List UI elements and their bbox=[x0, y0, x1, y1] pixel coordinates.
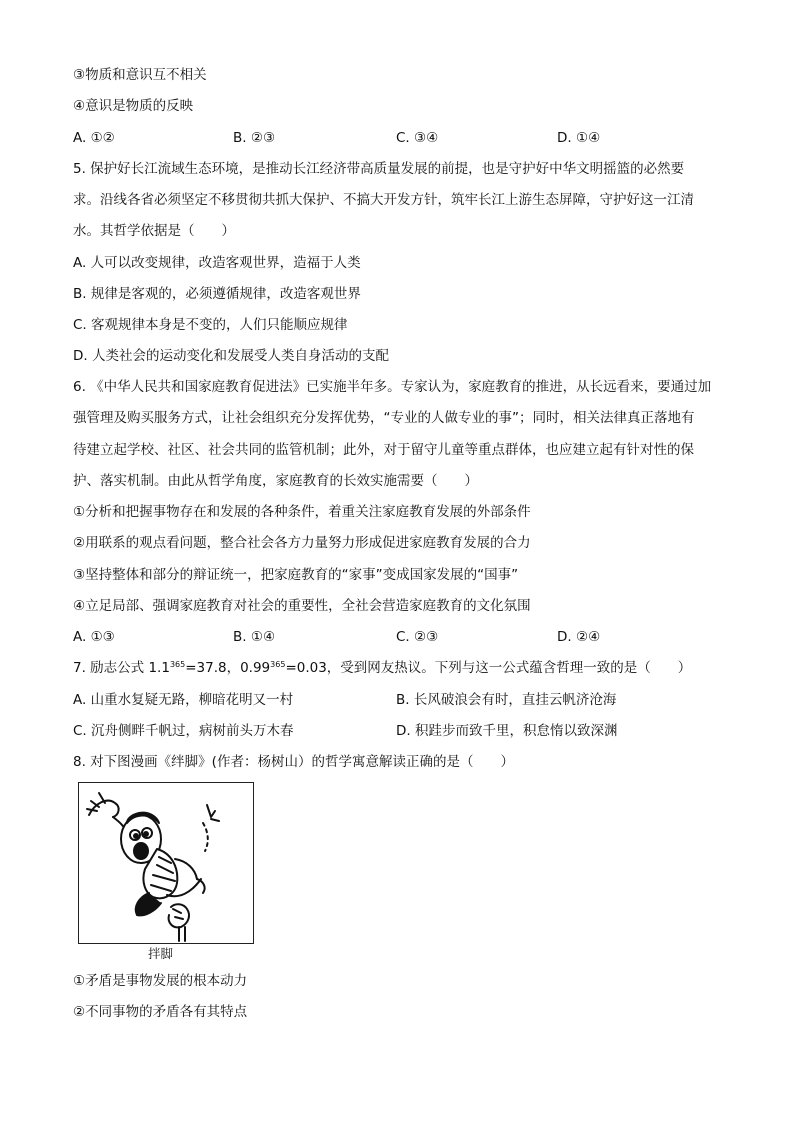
q8-statement-1: ①矛盾是事物发展的根本动力 bbox=[73, 973, 248, 989]
q5-option-b: B. 规律是客观的，必须遵循规律，改造客观世界 bbox=[73, 286, 361, 302]
q7-stem-mid: =37.8，0.99 bbox=[185, 660, 271, 676]
q7-option-b: B. 长风破浪会有时，直挂云帆济沧海 bbox=[396, 692, 617, 708]
q6-statement-1: ①分析和把握事物存在和发展的各种条件，着重关注家庭教育发展的外部条件 bbox=[73, 504, 531, 520]
q4-statement-4: ④意识是物质的反映 bbox=[73, 98, 194, 114]
q5-stem-line-1: 5. 保护好长江流域生态环境，是推动长江经济带高质量发展的前提，也是守护好中华文明摇篮的必然要 bbox=[73, 161, 685, 177]
q5-option-d: D. 人类社会的运动变化和发展受人类自身活动的支配 bbox=[73, 348, 389, 364]
q4-option-b: B. ②③ bbox=[233, 130, 276, 146]
q6-statement-3: ③坚持整体和部分的辩证统一，把家庭教育的“家事”变成国家发展的“国事” bbox=[73, 567, 519, 583]
q6-option-d: D. ②④ bbox=[557, 629, 601, 645]
q7-stem-suffix: =0.03，受到网友热议。下列与这一公式蕴含哲理一致的是（ ） bbox=[285, 660, 692, 676]
q6-stem-line-3: 待建立起学校、社区、社会共同的监管机制；此外，对于留守儿童等重点群体，也应建立起有针对性的保 bbox=[73, 442, 694, 458]
tripping-man-cartoon bbox=[79, 783, 252, 942]
q7-option-a: A. 山重水复疑无路，柳暗花明又一村 bbox=[73, 692, 294, 708]
cartoon-figure bbox=[78, 782, 254, 944]
q4-option-d: D. ①④ bbox=[557, 130, 601, 146]
q5-option-c: C. 客观规律本身是不变的，人们只能顺应规律 bbox=[73, 317, 348, 333]
q5-option-a: A. 人可以改变规律，改造客观世界，造福于人类 bbox=[73, 255, 361, 271]
q5-stem-line-2: 求。沿线各省必须坚定不移贯彻共抓大保护、不搞大开发方针，筑牢长江上游生态屏障，守护好这一江清 bbox=[73, 192, 694, 208]
q6-statement-2: ②用联系的观点看问题，整合社会各方力量努力形成促进家庭教育发展的合力 bbox=[73, 535, 531, 551]
q5-stem-line-3: 水。其哲学依据是（ ） bbox=[73, 223, 235, 239]
q6-stem-line-2: 强管理及购买服务方式，让社会组织充分发挥优势，“专业的人做专业的事”；同时，相关法律真正落地有 bbox=[73, 410, 695, 426]
q7-option-c: C. 沉舟侧畔千帆过，病树前头万木春 bbox=[73, 723, 294, 739]
q6-option-c: C. ②③ bbox=[396, 629, 439, 645]
q6-option-b: B. ①④ bbox=[233, 629, 276, 645]
q8-stem: 8. 对下图漫画《绊脚》(作者：杨树山）的哲学寓意解读正确的是（ ） bbox=[73, 754, 514, 770]
q6-stem-line-4: 护、落实机制。由此从哲学角度，家庭教育的长效实施需要（ ） bbox=[73, 473, 478, 489]
q7-stem-prefix: 7. 励志公式 1.1 bbox=[73, 660, 170, 676]
q6-statement-4: ④立足局部、强调家庭教育对社会的重要性，全社会营造家庭教育的文化氛围 bbox=[73, 598, 531, 614]
q6-option-a: A. ①③ bbox=[73, 629, 115, 645]
q6-stem-line-1: 6. 《中华人民共和国家庭教育促进法》已实施半年多。专家认为，家庭教育的推进，从长远看来，要通过加 bbox=[73, 379, 712, 395]
q4-option-a: A. ①② bbox=[73, 130, 115, 146]
q4-option-c: C. ③④ bbox=[396, 130, 439, 146]
q4-statement-3: ③物质和意识互不相关 bbox=[73, 67, 207, 83]
q7-option-d: D. 积跬步而致千里，积怠惰以致深渊 bbox=[396, 723, 618, 739]
q8-statement-2: ②不同事物的矛盾各有其特点 bbox=[73, 1004, 248, 1020]
q7-exponent-1: 365 bbox=[169, 660, 186, 669]
figure-caption: 拌脚 bbox=[148, 946, 174, 961]
q7-stem bbox=[73, 659, 691, 677]
q7-exponent-2: 365 bbox=[270, 660, 286, 669]
